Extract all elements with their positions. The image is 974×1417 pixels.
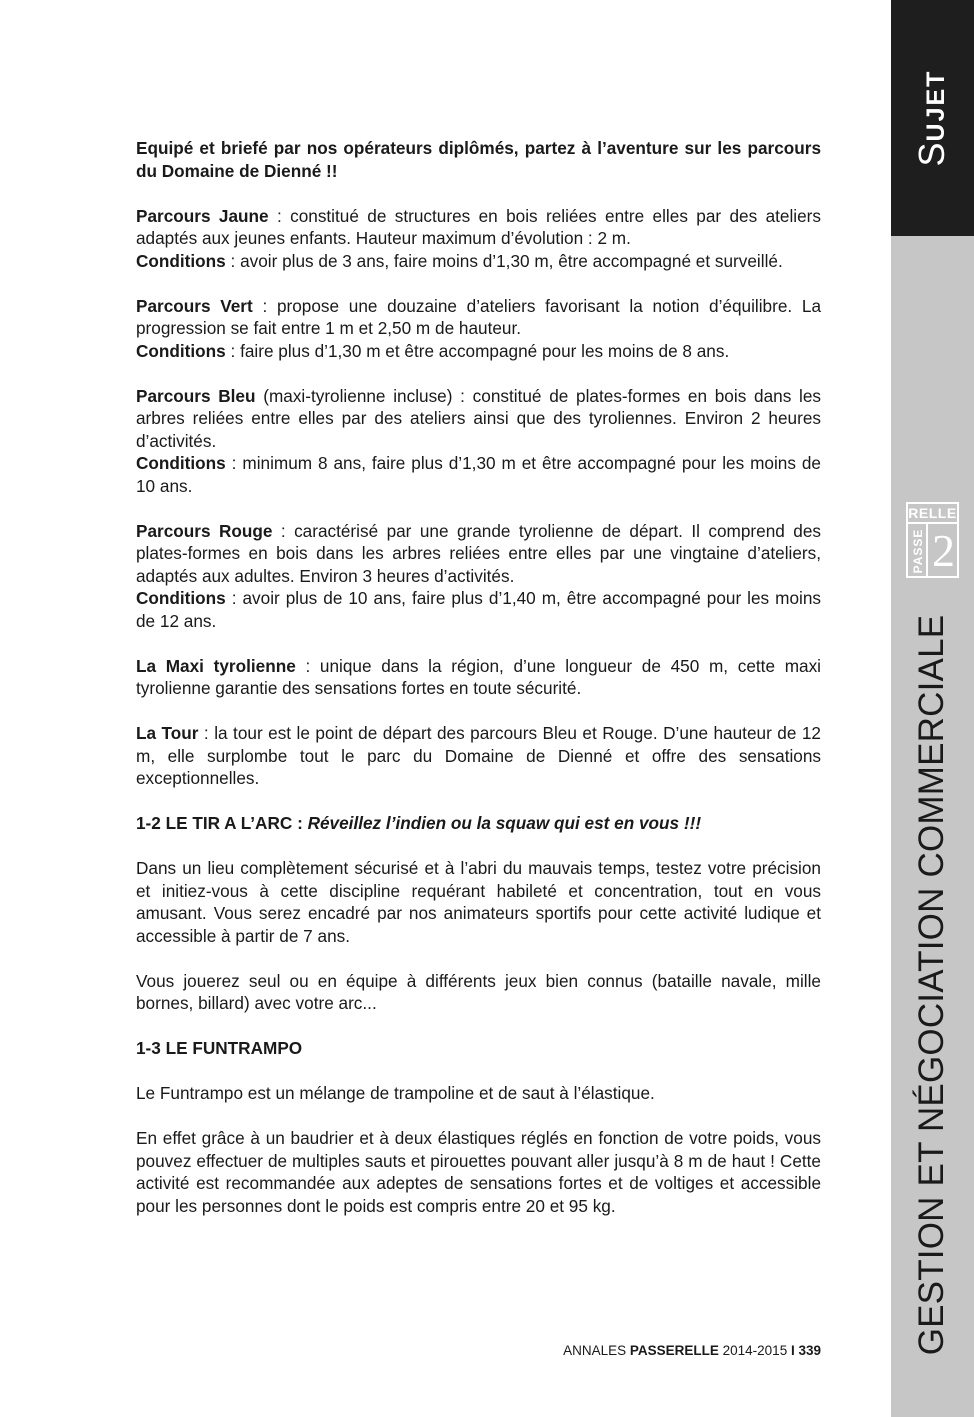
parcours-vert-paragraph <box>136 295 821 340</box>
maxi-tyrolienne-label: La Maxi tyrolienne <box>136 655 296 676</box>
tir-arc-paragraph-1: Dans un lieu complètement sécurisé et à l’abri du mauvais temps, testez votre précision et initiez-vous à cette discipline requérant habileté et concentration, tout en vous amusant. Vous serez encadré par nos animateurs sportifs pour cette activité ludique et accessible à partir de 7 ans. <box>136 858 821 946</box>
parcours-jaune-paragraph <box>136 205 821 250</box>
logo-side-text: PASSE <box>911 528 925 574</box>
conditions-label: Conditions <box>136 340 226 361</box>
tour-label: La Tour <box>136 723 199 743</box>
page-number: 339 <box>794 1343 821 1358</box>
parcours-vert-conditions <box>136 340 821 363</box>
maxi-tyrolienne-paragraph <box>136 655 821 700</box>
footer-brand: PASSERELLE <box>629 1343 719 1358</box>
sujet-rest: UJET <box>922 69 950 142</box>
parcours-rouge-conditions <box>136 587 821 632</box>
conditions-label: Conditions <box>136 453 226 473</box>
funtrampo-heading: 1-3 LE FUNTRAMPO <box>136 1038 303 1058</box>
conditions-label: Conditions <box>136 250 226 271</box>
parcours-vert-label: Parcours Vert <box>136 295 253 316</box>
conditions-text: : minimum 8 ans, faire plus d’1,30 m et être accompagné pour les moins de 10 ans. <box>136 453 821 496</box>
footer-years: 2014-2015 <box>718 1343 791 1358</box>
intro-paragraph: Equipé et briefé par nos opérateurs diplômés, partez à l’aventure sur les parcours du Domaine de Dienné !! <box>136 138 821 181</box>
parcours-jaune-label: Parcours Jaune <box>136 205 269 226</box>
conditions-text: : faire plus d’1,30 m et être accompagné pour les moins de 8 ans. <box>225 340 730 361</box>
parcours-bleu-paragraph <box>136 385 821 453</box>
tour-paragraph <box>136 722 821 790</box>
footer-prefix: ANNALES <box>563 1343 630 1358</box>
parcours-vert-text: : propose une douzaine d’ateliers favorisant la notion d’équilibre. La progression se fait entre 1 m et 2,50 m de hauteur. <box>136 295 821 338</box>
sujet-initial: S <box>911 141 952 167</box>
conditions-label: Conditions <box>136 588 226 608</box>
tir-arc-heading <box>136 812 821 835</box>
conditions-text: : avoir plus de 3 ans, faire moins d’1,30 m, être accompagné et surveillé. <box>225 250 783 271</box>
passerelle-logo <box>906 502 959 578</box>
funtrampo-paragraph-2: En effet grâce à un baudrier et à deux élastiques réglés en fonction de votre poids, vous pouvez effectuer de multiples sauts et pirouettes pouvant aller jusqu’à 8 m de haut ! Cette activité est recommandée aux adeptes de sensations fortes et de voltiges et accessible pour les personnes dont le poids est compris entre 20 et 95 kg. <box>136 1128 821 1216</box>
tir-arc-paragraph-2: Vous jouerez seul ou en équipe à différents jeux bien connus (bataille navale, mille bornes, billard) avec votre arc... <box>136 970 821 1013</box>
logo-top-text: RELLE <box>908 504 957 524</box>
parcours-jaune-conditions <box>136 250 821 273</box>
parcours-rouge-paragraph <box>136 520 821 588</box>
parcours-bleu-label: Parcours Bleu <box>136 385 256 406</box>
sujet-label <box>911 70 953 167</box>
logo-number: 2 <box>932 525 955 576</box>
section-heading: 1-2 LE TIR A L’ARC : <box>136 813 308 833</box>
parcours-bleu-text: (maxi-tyrolienne incluse) : constitué de plates-formes en bois dans les arbres reliées entre elles par des ateliers ainsi que des tyroliennes. Environ 2 heures d’activités. <box>136 385 821 451</box>
footer-separator: I <box>790 1343 795 1358</box>
vertical-section-title: GESTION ET NÉGOCIATION COMMERCIALE <box>912 614 951 1356</box>
parcours-rouge-label: Parcours Rouge <box>136 520 273 541</box>
parcours-jaune-text: : constitué de structures en bois reliées entre elles par des ateliers adaptés aux jeunes enfants. Hauteur maximum d’évolution : 2 m. <box>136 205 821 248</box>
page-footer <box>563 1343 821 1358</box>
parcours-bleu-conditions <box>136 452 821 497</box>
maxi-tyrolienne-text: : unique dans la région, d’une longueur de 450 m, cette maxi tyrolienne garantie des sensations fortes en toute sécurité. <box>136 655 821 698</box>
funtrampo-paragraph-1: Le Funtrampo est un mélange de trampoline et de saut à l’élastique. <box>136 1083 655 1103</box>
section-subheading: Réveillez l’indien ou la squaw qui est en vous !!! <box>307 813 702 833</box>
conditions-text: : avoir plus de 10 ans, faire plus d’1,40 m, être accompagné pour les moins de 12 ans. <box>136 588 821 631</box>
tour-text: : la tour est le point de départ des parcours Bleu et Rouge. D’une hauteur de 12 m, elle surplombe tout le parc du Domaine de Dienné et offre des sensations exceptionnelles. <box>136 723 821 788</box>
parcours-rouge-text: : caractérisé par une grande tyrolienne de départ. Il comprend des plates-formes en bois dans les arbres reliées entre elles par une vingtaine d’ateliers, adaptés aux adultes. Environ 3 heures d’activités. <box>136 520 821 586</box>
main-content <box>136 137 821 1217</box>
